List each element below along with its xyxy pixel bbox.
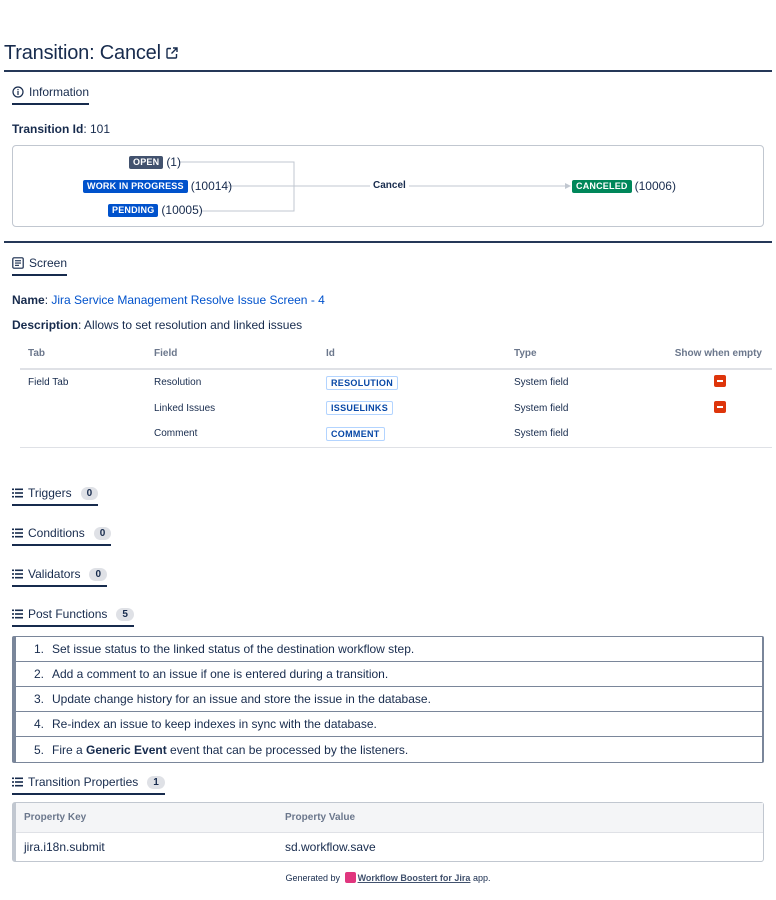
screen-name: Name: Jira Service Management Resolve Issue Screen - 4 <box>12 293 325 307</box>
screen-description-label: Description <box>12 318 79 332</box>
show-when-empty-cell <box>626 421 772 447</box>
table-row <box>20 395 772 421</box>
table-row <box>20 421 772 447</box>
column-header: Property Value <box>285 812 356 823</box>
transition-name: Cancel <box>373 180 406 191</box>
type-cell: System field <box>506 421 626 447</box>
field-id-tag: RESOLUTION <box>326 376 398 390</box>
list-item <box>16 637 762 662</box>
item-text-before: Fire a <box>52 742 87 757</box>
post-functions-heading: Post Functions <box>28 607 108 621</box>
item-text-bold: Generic Event <box>86 742 167 757</box>
status-id: (10006) <box>634 179 676 193</box>
transition-properties-table <box>12 802 764 862</box>
item-text: Update change history for an issue and store the issue in the database. <box>52 692 431 706</box>
conditions-count-badge: 0 <box>94 527 112 540</box>
table-row <box>16 833 763 861</box>
list-icon <box>12 488 23 498</box>
status-id: (10014) <box>190 179 233 193</box>
triggers-section-header[interactable] <box>12 486 98 506</box>
item-text: Add a comment to an issue if one is entered during a transition. <box>52 667 389 681</box>
status-lozenge: WORK IN PROGRESS <box>83 180 188 193</box>
type-cell: System field <box>514 377 569 388</box>
column-header: Property Key <box>24 812 87 823</box>
list-item <box>16 712 762 737</box>
list-item <box>16 737 762 762</box>
screen-section-header <box>12 256 67 276</box>
divider <box>4 241 772 243</box>
post-functions-count-badge: 5 <box>116 608 134 621</box>
field-cell: Linked Issues <box>154 402 216 414</box>
field-cell: Comment <box>146 421 318 447</box>
screen-description-value: : Allows to set resolution and linked issues <box>78 318 303 332</box>
item-number: 2. <box>33 667 44 681</box>
transition-id <box>12 122 110 136</box>
info-icon <box>12 86 24 98</box>
field-id-tag: ISSUELINKS <box>326 401 393 415</box>
footer-suffix: app. <box>472 873 491 883</box>
footer-prefix: Generated by <box>285 873 341 883</box>
status-id: (10005) <box>161 203 203 217</box>
transition-id-label: Transition Id <box>12 122 84 136</box>
screen-fields-table <box>20 339 772 448</box>
type-cell: System field <box>514 402 569 414</box>
triggers-count-badge: 0 <box>81 487 99 500</box>
field-cell: Resolution <box>154 377 202 388</box>
to-status-canceled <box>572 179 676 193</box>
information-heading: Information <box>29 85 90 99</box>
validators-section-header[interactable] <box>12 567 107 587</box>
post-functions-list <box>12 636 764 763</box>
page-title: Transition: Cancel <box>4 42 161 64</box>
item-number: 5. <box>33 742 44 757</box>
remove-icon <box>714 401 726 413</box>
status-lozenge: PENDING <box>108 204 158 217</box>
tab-cell: Field Tab <box>28 377 69 388</box>
conditions-section-header[interactable] <box>12 526 111 546</box>
screen-description <box>12 318 302 332</box>
column-header: Id <box>318 339 506 369</box>
screen-name-label: Name <box>12 293 45 307</box>
list-icon <box>12 569 23 579</box>
table-header-row <box>16 803 763 833</box>
table-header-row <box>20 339 772 369</box>
tab-cell <box>20 395 146 421</box>
column-header: Field <box>146 339 318 369</box>
field-id-tag: COMMENT <box>326 427 385 441</box>
from-status-pending <box>108 203 203 217</box>
column-header: Type <box>506 339 626 369</box>
list-icon <box>12 777 23 787</box>
transition-properties-heading: Transition Properties <box>28 775 139 789</box>
list-icon <box>12 528 23 538</box>
transition-properties-section-header[interactable] <box>12 775 165 795</box>
item-number: 4. <box>33 717 44 731</box>
item-text-after: event that can be processed by the listeners. <box>166 742 409 757</box>
item-text: Set issue status to the linked status of the destination workflow step. <box>52 642 415 656</box>
from-status-work-in-progress <box>83 179 232 193</box>
validators-count-badge: 0 <box>89 568 107 581</box>
list-item <box>16 687 762 712</box>
screen-heading: Screen <box>29 256 68 270</box>
conditions-heading: Conditions <box>28 526 85 540</box>
app-link[interactable]: Workflow Boostert for Jira <box>357 873 471 883</box>
status-id: (1) <box>166 155 181 169</box>
status-lozenge: OPEN <box>129 156 163 169</box>
divider <box>4 70 772 72</box>
status-lozenge: CANCELED <box>572 180 632 193</box>
transition-id-value: : 101 <box>83 122 111 136</box>
transition-properties-count-badge: 1 <box>147 776 165 789</box>
list-icon <box>12 609 23 619</box>
information-section-header <box>12 85 89 105</box>
triggers-heading: Triggers <box>28 486 72 500</box>
list-item <box>16 662 762 687</box>
tab-cell <box>20 421 146 447</box>
screen-icon <box>12 257 24 269</box>
item-number: 1. <box>33 642 44 656</box>
screen-name-link[interactable]: Jira Service Management Resolve Issue Screen - 4 <box>51 293 325 307</box>
from-status-open <box>129 155 181 169</box>
property-value: sd.workflow.save <box>285 840 376 854</box>
item-number: 3. <box>33 692 44 706</box>
external-link-icon[interactable] <box>166 47 178 59</box>
remove-icon <box>714 375 726 387</box>
item-text: Re-index an issue to keep indexes in sync with the database. <box>52 717 377 731</box>
validators-heading: Validators <box>28 567 81 581</box>
app-logo-icon <box>345 872 356 883</box>
transition-diagram <box>12 145 764 227</box>
column-header: Tab <box>20 339 146 369</box>
post-functions-section-header[interactable] <box>12 607 134 627</box>
column-header: Show when empty <box>626 339 772 369</box>
table-row <box>20 369 772 395</box>
property-key: jira.i18n.submit <box>24 840 105 854</box>
footer <box>0 872 776 883</box>
